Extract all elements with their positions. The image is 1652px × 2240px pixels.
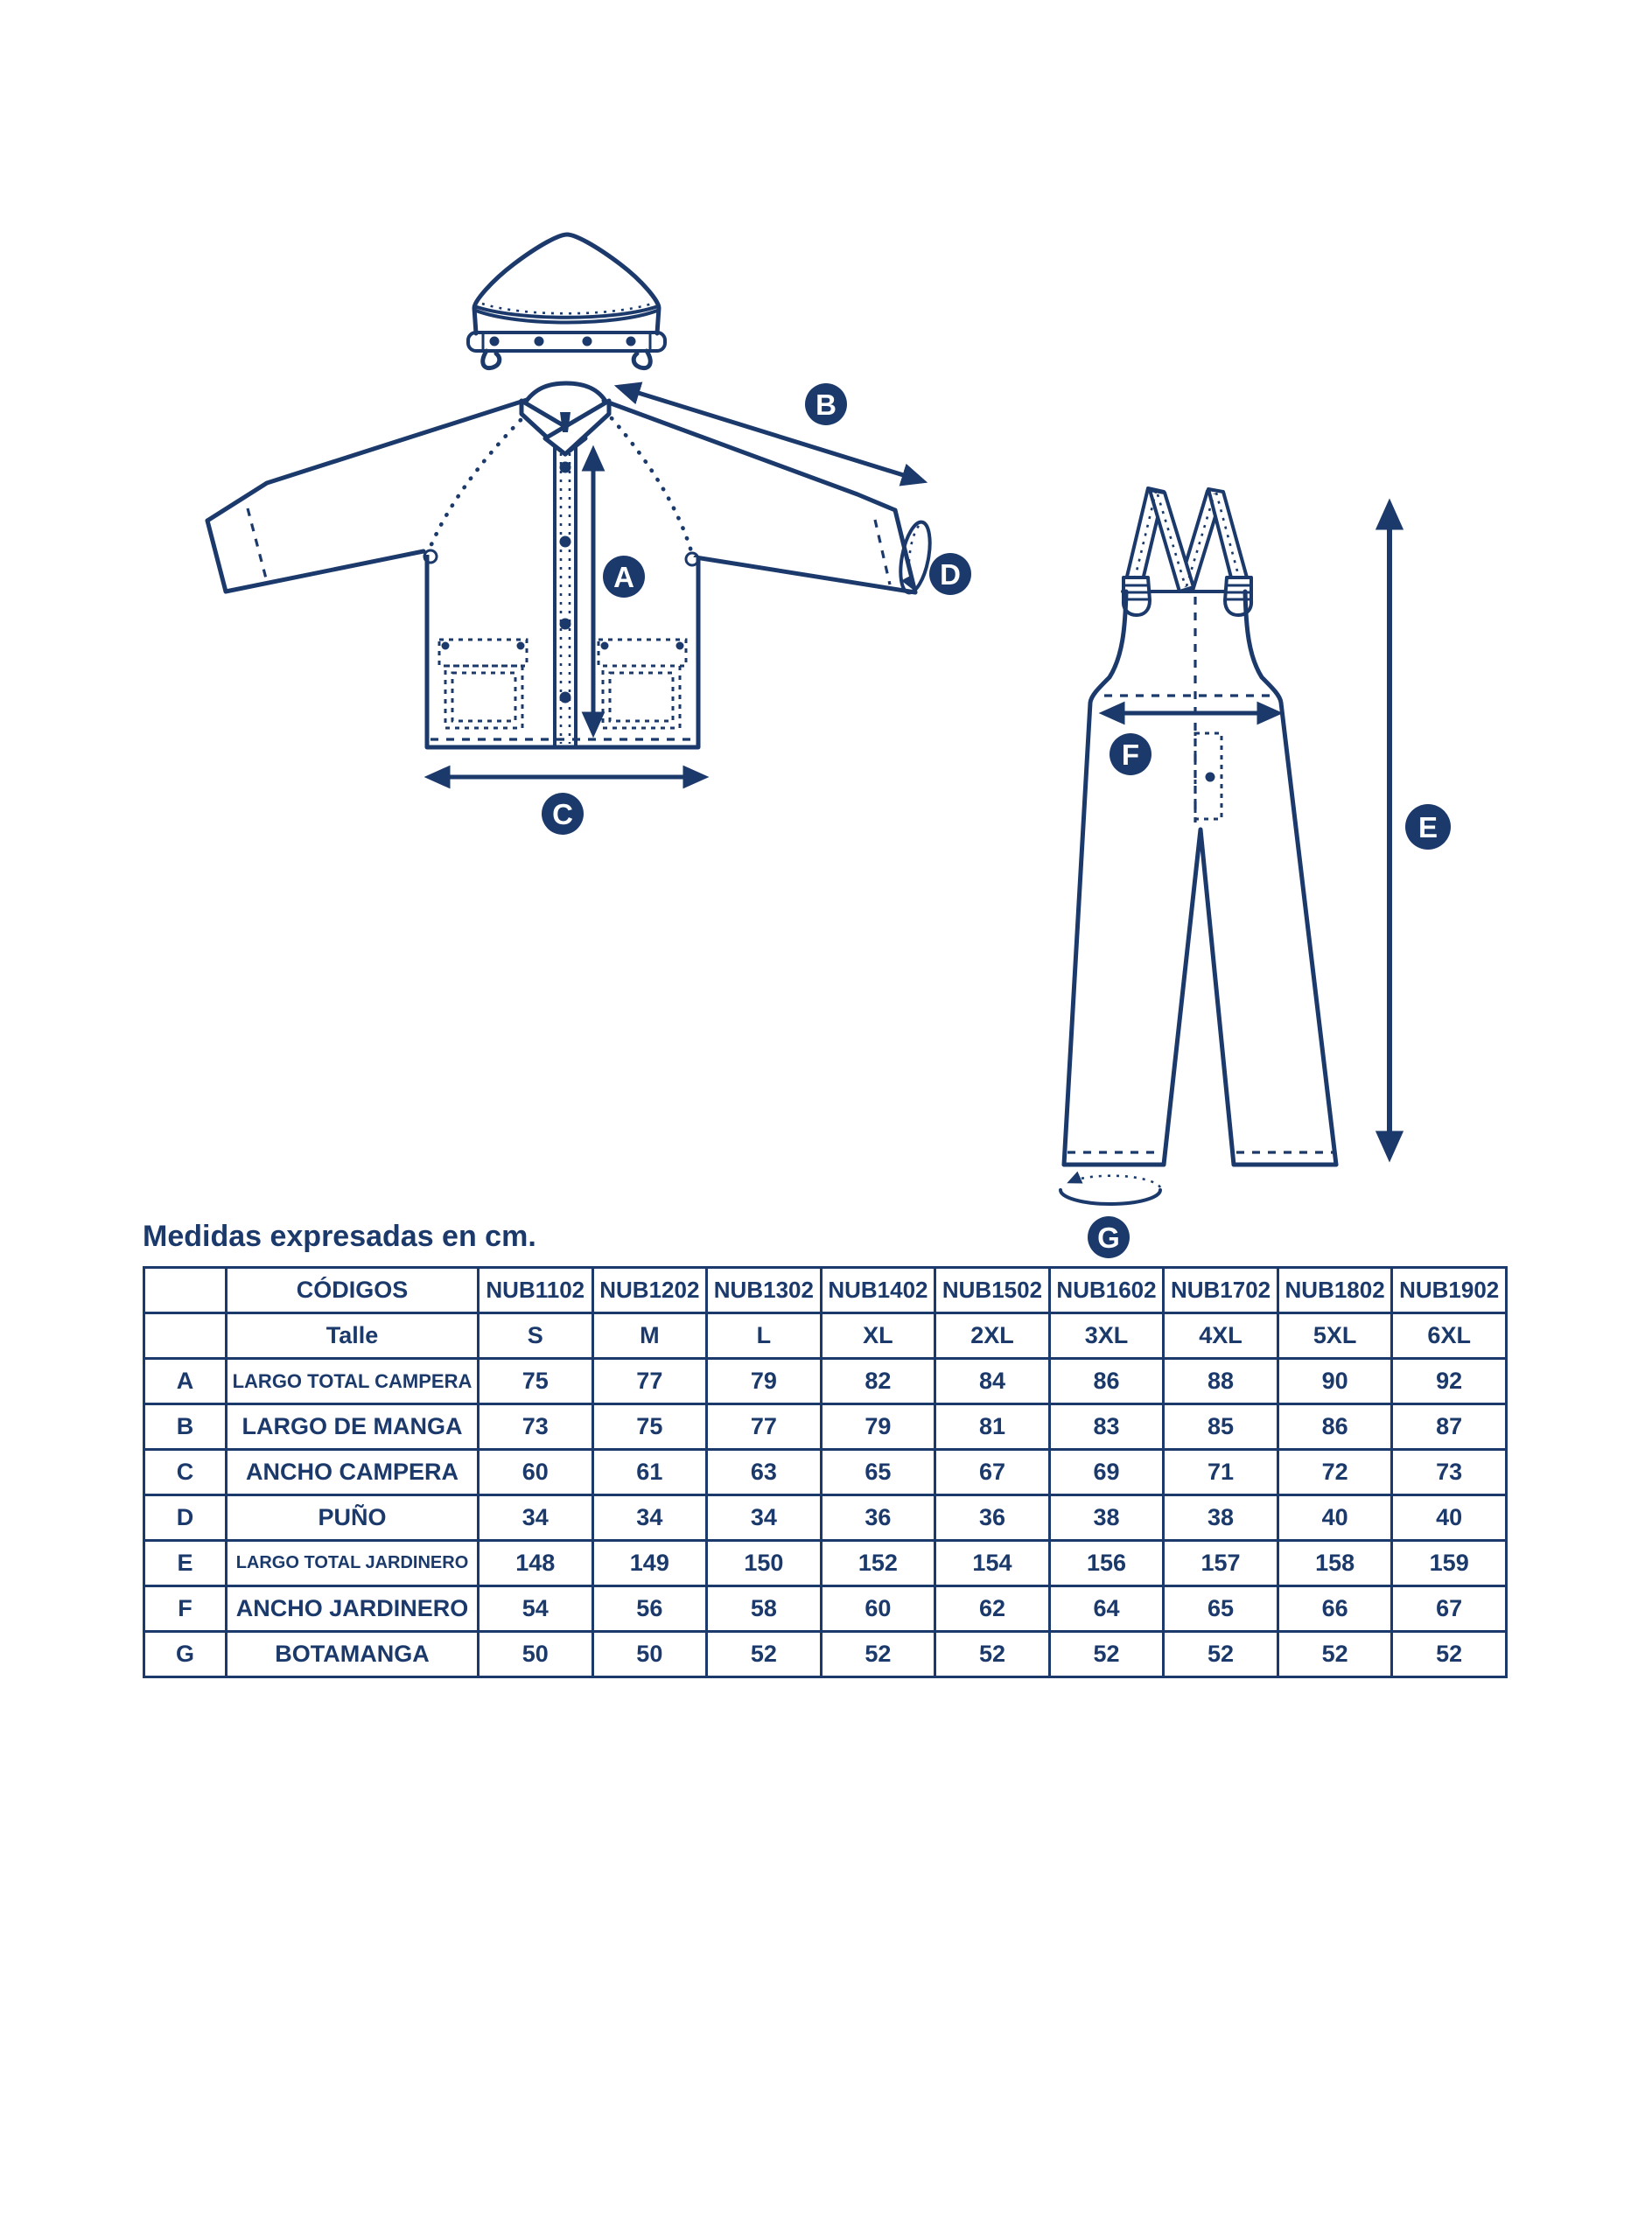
- label-letter-a: A: [613, 561, 634, 593]
- measurement-cell: NUB1602: [1049, 1268, 1164, 1313]
- label-circle-e: [1405, 804, 1451, 850]
- measurement-cell: 86: [1278, 1404, 1392, 1450]
- row-letter: A: [144, 1359, 227, 1404]
- table-row: [144, 1541, 1507, 1586]
- collar: [522, 383, 609, 454]
- row-letter: F: [144, 1586, 227, 1632]
- measurement-cell: NUB1902: [1392, 1268, 1507, 1313]
- measurement-cell: 3XL: [1049, 1313, 1164, 1359]
- measurement-cell: NUB1702: [1164, 1268, 1278, 1313]
- measurement-cell: 6XL: [1392, 1313, 1507, 1359]
- hood-right-toggle: [634, 351, 650, 368]
- measurement-cell: NUB1502: [935, 1268, 1050, 1313]
- measurement-cell: 69: [1049, 1450, 1164, 1495]
- measurement-cell: 34: [592, 1495, 707, 1541]
- measurement-cell: NUB1402: [821, 1268, 935, 1313]
- measurement-cell: 159: [1392, 1541, 1507, 1586]
- label-circle-d: [929, 553, 971, 595]
- measurement-cell: 87: [1392, 1404, 1507, 1450]
- jacket-drawing: [207, 383, 971, 835]
- measurement-cell: 52: [935, 1632, 1050, 1677]
- row-letter: [144, 1268, 227, 1313]
- table-row: [144, 1450, 1507, 1495]
- measurement-cell: 60: [821, 1586, 935, 1632]
- measurement-cell: 158: [1278, 1541, 1392, 1586]
- row-label: Talle: [227, 1313, 479, 1359]
- measurement-cell: 92: [1392, 1359, 1507, 1404]
- table-row: [144, 1632, 1507, 1677]
- row-letter: G: [144, 1632, 227, 1677]
- label-letter-f: F: [1121, 738, 1140, 771]
- measurement-cell: 65: [1164, 1586, 1278, 1632]
- measurement-cell: 84: [935, 1359, 1050, 1404]
- measurement-cell: 62: [935, 1586, 1050, 1632]
- measurement-cell: 73: [1392, 1450, 1507, 1495]
- measurement-cell: 58: [707, 1586, 822, 1632]
- row-label: BOTAMANGA: [227, 1632, 479, 1677]
- measurement-cell: 36: [935, 1495, 1050, 1541]
- row-label: LARGO TOTAL JARDINERO: [227, 1541, 479, 1586]
- measurement-cell: 34: [707, 1495, 822, 1541]
- measurement-cell: S: [479, 1313, 593, 1359]
- measurement-cell: NUB1302: [707, 1268, 822, 1313]
- measurement-cell: 67: [935, 1450, 1050, 1495]
- label-circle-f: [1110, 733, 1152, 775]
- label-circle-b: [805, 383, 847, 425]
- table-row: [144, 1404, 1507, 1450]
- hood-left-toggle: [483, 351, 500, 368]
- measurement-cell: 65: [821, 1450, 935, 1495]
- row-label: LARGO DE MANGA: [227, 1404, 479, 1450]
- measurement-cell: 148: [479, 1541, 593, 1586]
- measurement-cell: 157: [1164, 1541, 1278, 1586]
- measurement-cell: 75: [592, 1404, 707, 1450]
- measurement-cell: 152: [821, 1541, 935, 1586]
- measurement-cell: XL: [821, 1313, 935, 1359]
- measurement-cell: 63: [707, 1450, 822, 1495]
- measurement-cell: 82: [821, 1359, 935, 1404]
- size-table-body: [144, 1268, 1507, 1677]
- measure-g-hem: [1060, 1176, 1160, 1204]
- label-letter-b: B: [816, 388, 836, 421]
- label-circle-a: [603, 556, 645, 598]
- measurement-cell: 60: [479, 1450, 593, 1495]
- row-letter: B: [144, 1404, 227, 1450]
- table-row: [144, 1586, 1507, 1632]
- measurement-cell: 38: [1164, 1495, 1278, 1541]
- measurement-cell: 77: [592, 1359, 707, 1404]
- table-row: [144, 1495, 1507, 1541]
- measurement-cell: 36: [821, 1495, 935, 1541]
- table-row: [144, 1268, 1507, 1313]
- measurement-cell: 5XL: [1278, 1313, 1392, 1359]
- row-letter: [144, 1313, 227, 1359]
- measure-arrow-b: [619, 387, 923, 481]
- measurement-cell: 79: [821, 1404, 935, 1450]
- label-letter-e: E: [1418, 811, 1438, 844]
- measurement-cell: L: [707, 1313, 822, 1359]
- measurement-cell: 52: [1164, 1632, 1278, 1677]
- measurements-title: Medidas expresadas en cm.: [143, 1220, 536, 1253]
- row-label: CÓDIGOS: [227, 1268, 479, 1313]
- table-row: [144, 1359, 1507, 1404]
- row-letter: D: [144, 1495, 227, 1541]
- label-circle-g: [1088, 1216, 1130, 1258]
- measurement-cell: 40: [1278, 1495, 1392, 1541]
- measurement-cell: 71: [1164, 1450, 1278, 1495]
- measurement-cell: 4XL: [1164, 1313, 1278, 1359]
- hood-drawing: [468, 234, 665, 368]
- measurement-cell: 67: [1392, 1586, 1507, 1632]
- measurement-cell: 52: [1392, 1632, 1507, 1677]
- measurement-cell: 83: [1049, 1404, 1164, 1450]
- measurement-cell: 52: [1278, 1632, 1392, 1677]
- measurement-cell: NUB1802: [1278, 1268, 1392, 1313]
- measurement-cell: 52: [821, 1632, 935, 1677]
- measurement-cell: M: [592, 1313, 707, 1359]
- measurement-cell: 40: [1392, 1495, 1507, 1541]
- measurement-cell: 61: [592, 1450, 707, 1495]
- measurement-cell: 77: [707, 1404, 822, 1450]
- overalls-drawing: [1060, 488, 1451, 1258]
- row-letter: E: [144, 1541, 227, 1586]
- measurement-cell: 72: [1278, 1450, 1392, 1495]
- measurement-cell: 73: [479, 1404, 593, 1450]
- size-table: [143, 1266, 1508, 1678]
- measurement-cell: 86: [1049, 1359, 1164, 1404]
- measurement-cell: 52: [707, 1632, 822, 1677]
- measurement-cell: 150: [707, 1541, 822, 1586]
- measurement-cell: 34: [479, 1495, 593, 1541]
- measurement-cell: 156: [1049, 1541, 1164, 1586]
- row-label: ANCHO CAMPERA: [227, 1450, 479, 1495]
- measurement-cell: 154: [935, 1541, 1050, 1586]
- label-circle-c: [542, 793, 584, 835]
- measurement-cell: 50: [592, 1632, 707, 1677]
- measurement-cell: NUB1202: [592, 1268, 707, 1313]
- measurement-cell: 56: [592, 1586, 707, 1632]
- measurement-cell: 75: [479, 1359, 593, 1404]
- row-label: ANCHO JARDINERO: [227, 1586, 479, 1632]
- measurement-cell: 52: [1049, 1632, 1164, 1677]
- label-letter-d: D: [940, 558, 961, 591]
- measurement-cell: 50: [479, 1632, 593, 1677]
- measurement-cell: 81: [935, 1404, 1050, 1450]
- measurement-cell: 66: [1278, 1586, 1392, 1632]
- measurement-cell: 90: [1278, 1359, 1392, 1404]
- row-label: LARGO TOTAL CAMPERA: [227, 1359, 479, 1404]
- row-letter: C: [144, 1450, 227, 1495]
- measurement-cell: 54: [479, 1586, 593, 1632]
- measurement-cell: 88: [1164, 1359, 1278, 1404]
- measurement-cell: 149: [592, 1541, 707, 1586]
- table-row: [144, 1313, 1507, 1359]
- label-letter-g: G: [1097, 1222, 1120, 1254]
- measurement-cell: 85: [1164, 1404, 1278, 1450]
- measurement-cell: 64: [1049, 1586, 1164, 1632]
- measurement-cell: NUB1102: [479, 1268, 593, 1313]
- label-letter-c: C: [552, 798, 573, 830]
- measurement-cell: 38: [1049, 1495, 1164, 1541]
- row-label: PUÑO: [227, 1495, 479, 1541]
- measurement-cell: 2XL: [935, 1313, 1050, 1359]
- measurement-cell: 79: [707, 1359, 822, 1404]
